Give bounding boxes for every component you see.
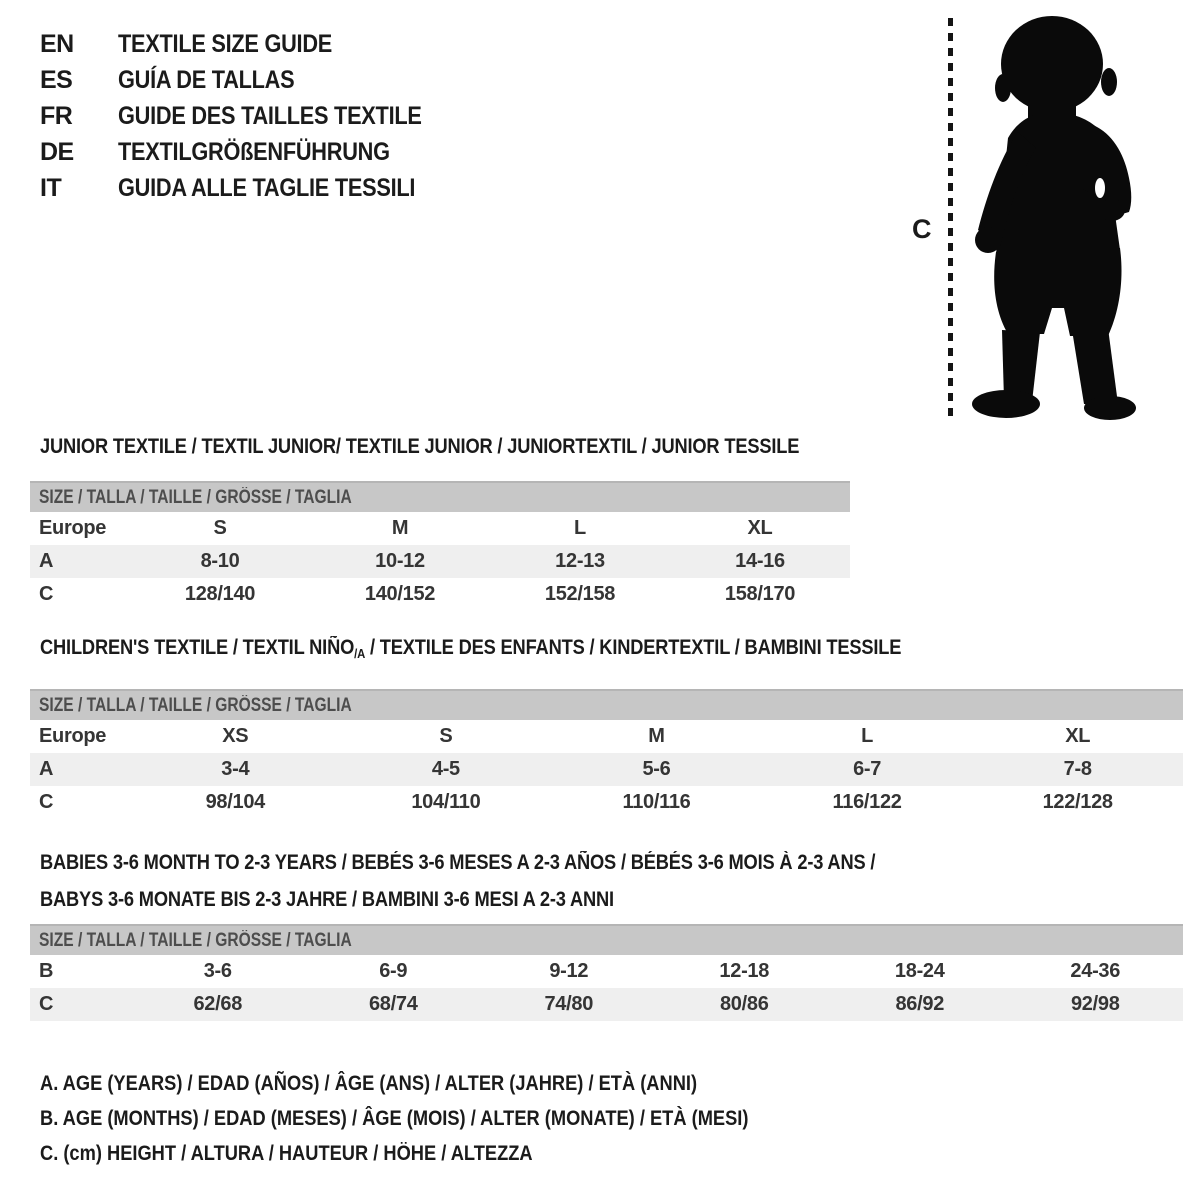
table-row-age-years [30,753,1183,786]
size-bar-label: SIZE / TALLA / TAILLE / GRÖSSE / TAGLIA [39,694,352,716]
height-dashed-line [948,18,953,418]
language-code: DE [40,137,74,166]
size-bar-label: SIZE / TALLA / TAILLE / GRÖSSE / TAGLIA [39,929,352,951]
babies-heading-line1: BABIES 3-6 MONTH TO 2-3 YEARS / BEBÉS 3-6 MESES A 2-3 AÑOS / BÉBÉS 3-6 MOIS À 2-3 ANS / [40,851,876,874]
language-title: GUÍA DE TALLAS [118,65,295,94]
size-cell: 12-13 [555,550,605,572]
children-heading-part1: CHILDREN'S TEXTILE / TEXTIL NIÑO [40,636,355,659]
size-cell: L [861,725,874,747]
size-cell: 116/122 [832,791,902,813]
size-cell: 86/92 [895,993,945,1015]
figure-height-label: C [912,214,932,244]
babies-section-heading [40,844,1000,918]
size-cell: 18-24 [894,960,945,982]
table-row-height [30,578,850,611]
table-row-europe [30,512,850,545]
size-cell: M [391,517,409,539]
row-label: B [39,960,54,982]
size-cell: 3-4 [221,758,250,780]
table-row-europe [30,720,1183,753]
size-cell: L [574,517,586,539]
size-cell: 5-6 [642,758,671,780]
size-cell: XS [222,725,249,747]
size-cell: 3-6 [203,960,232,982]
language-row-it [40,170,467,206]
size-cell: 14-16 [735,550,785,572]
size-bar-label: SIZE / TALLA / TAILLE / GRÖSSE / TAGLIA [39,486,352,508]
height-measure-figure [900,0,1200,440]
size-cell: 62/68 [193,993,243,1015]
language-title: TEXTILGRÖßENFÜHRUNG [118,137,390,166]
language-row-es [40,62,467,98]
legend-line-age-years [40,1072,795,1096]
legend-line-age-months [40,1107,854,1131]
junior-heading-text: JUNIOR TEXTILE / TEXTIL JUNIOR/ TEXTILE JUNIOR / JUNIORTEXTIL / JUNIOR TESSILE [40,435,800,458]
legend-line-a-text: A. AGE (YEARS) / EDAD (AÑOS) / ÂGE (ANS) / ALTER (JAHRE) / ETÀ (ANNI) [40,1072,698,1095]
size-cell: 104/110 [411,791,481,813]
size-cell: 128/140 [184,583,256,605]
children-section-heading [40,636,1030,661]
size-cell: 10-12 [375,550,425,572]
junior-section-heading [40,435,913,459]
size-cell: 152/158 [544,583,616,605]
row-label: C [39,583,54,605]
size-cell: 68/74 [368,993,418,1015]
size-cell: S [439,725,453,747]
language-title-block [40,26,467,206]
junior-size-bar [30,481,850,512]
row-label: C [39,791,54,813]
babies-size-bar [30,924,1183,955]
language-code: IT [40,173,62,202]
size-cell: 6-9 [379,960,408,982]
children-size-bar [30,689,1183,720]
size-cell: XL [1065,725,1091,747]
table-row-age-months [30,955,1183,988]
language-title: TEXTILE SIZE GUIDE [118,29,333,58]
row-label: A [39,758,54,780]
size-cell: S [213,517,227,539]
size-cell: 12-18 [719,960,770,982]
size-cell: XL [747,517,773,539]
language-title: GUIDA ALLE TAGLIE TESSILI [118,173,416,202]
table-row-height [30,988,1183,1021]
size-cell: 98/104 [205,791,265,813]
language-row-de [40,134,467,170]
size-cell: 122/128 [1042,791,1113,813]
row-label: A [39,550,54,572]
children-heading-sub: /A [354,646,366,661]
size-cell: M [648,725,665,747]
size-cell: 4-5 [431,758,460,780]
size-cell: 6-7 [853,758,882,780]
size-cell: 158/170 [724,583,796,605]
size-cell: 92/98 [1070,993,1120,1015]
legend-line-c-text: C. (cm) HEIGHT / ALTURA / HAUTEUR / HÖHE / ALTEZZA [40,1142,533,1165]
language-code: EN [40,29,74,58]
legend-line-b-text: B. AGE (MONTHS) / EDAD (MESES) / ÂGE (MOIS) / ALTER (MONATE) / ETÀ (MESI) [40,1107,749,1130]
size-cell: 24-36 [1070,960,1121,982]
table-row-age-years [30,545,850,578]
junior-size-table [30,481,850,611]
legend-line-height [40,1142,606,1166]
language-code: FR [40,101,73,130]
babies-size-table [30,924,1183,1021]
size-cell: 74/80 [544,993,594,1015]
size-cell: 8-10 [200,550,240,572]
row-label: Europe [39,725,107,747]
language-row-en [40,26,467,62]
size-cell: 80/86 [719,993,769,1015]
children-heading-text [40,636,901,661]
children-heading-part2: / TEXTILE DES ENFANTS / KINDERTEXTIL / BAMBINI TESSILE [365,636,902,659]
size-cell: 9-12 [549,960,589,982]
language-code: ES [40,65,73,94]
language-row-fr [40,98,467,134]
size-cell: 140/152 [364,583,436,605]
table-row-height [30,786,1183,819]
size-cell: 110/116 [622,791,691,813]
row-label: Europe [39,517,107,539]
babies-heading-line2: BABYS 3-6 MONATE BIS 2-3 JAHRE / BAMBINI 3-6 MESI A 2-3 ANNI [40,888,614,911]
row-label: C [39,993,54,1015]
toddler-silhouette-icon [966,16,1146,420]
children-size-table [30,689,1183,819]
size-cell: 7-8 [1063,758,1092,780]
language-title: GUIDE DES TAILLES TEXTILE [118,101,422,130]
